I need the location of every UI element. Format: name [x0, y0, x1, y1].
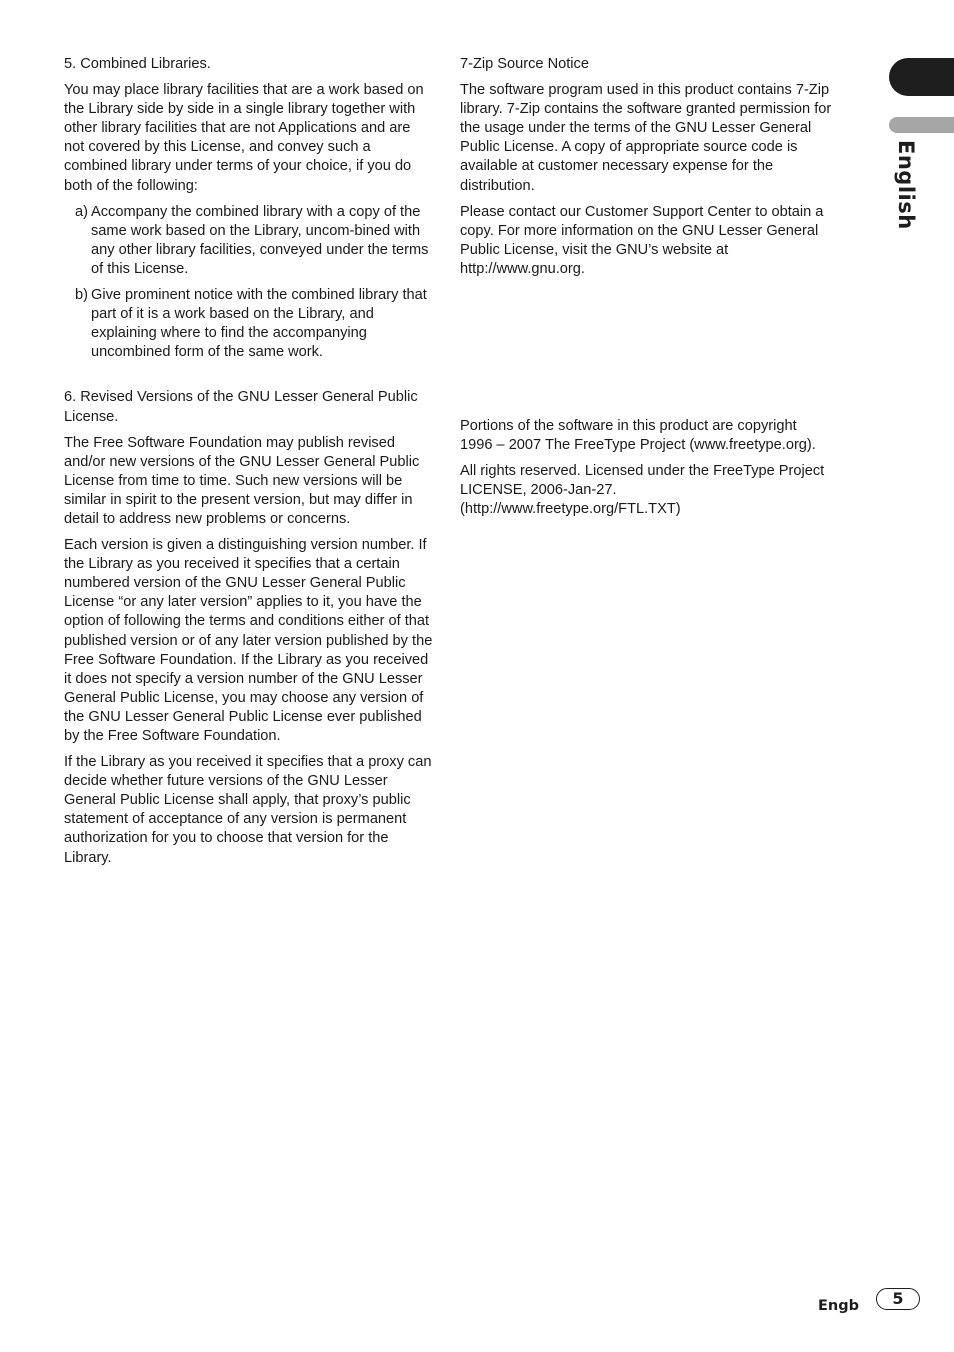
section-6-paragraph-1: The Free Software Foundation may publish revised and/or new versions of the GNU Lesser General Public License from time to time. Such new versions will be similar in spirit to the present version, but may differ in detail to address new problems or concerns.: [64, 434, 420, 527]
section-tab-marker: [889, 58, 954, 96]
list-marker: a): [75, 203, 88, 220]
freetype-paragraph-1: Portions of the software in this product are copyright 1996 – 2007 The FreeType Project (www.freetype.org).: [460, 418, 816, 454]
section-6-paragraph-3: If the Library as you received it specifies that a proxy can decide whether future versions of the GNU Lesser General Public License shall apply, that proxy’s public statement of acceptance of any version is permanent authorization for you to choose that version for the Library.: [64, 754, 432, 866]
section-spacer: [460, 286, 832, 417]
zip-notice-paragraph-1: The software program used in this product contains 7-Zip library. 7-Zip contains the software granted permission for the usage under the terms of the GNU Lesser General Public License. A copy of appropriate source code is available at customer necessary expense for the distribution.: [460, 82, 832, 194]
list-item-text: Give prominent notice with the combined library that part of it is a work based on the Library, and explaining where to find the accompanying uncombined form of the same work.: [91, 287, 427, 361]
page-number: 5: [876, 1288, 920, 1310]
list-marker: b): [75, 287, 88, 304]
language-code: Engb: [818, 1298, 859, 1314]
section-6-heading: 6. Revised Versions of the GNU Lesser General Public License.: [64, 389, 418, 425]
freetype-paragraph-2: All rights reserved. Licensed under the FreeType Project LICENSE, 2006-Jan-27. (http://www.freetype.org/FTL.TXT): [460, 463, 825, 518]
section-spacer: [64, 369, 434, 388]
left-column: [64, 55, 434, 875]
list-item-text: Accompany the combined library with a copy of the same work based on the Library, uncom-bined with any other library facilities, conveyed under the terms of this License.: [91, 203, 429, 277]
section-5-paragraph: You may place library facilities that are a work based on the Library side by side in a single library together with other library facilities that are not Applications and are not covered by this License, and convey such a combined library under terms of your choice, if you do both of the following:: [64, 82, 424, 194]
section-6-paragraph-2: Each version is given a distinguishing version number. If the Library as you received it specifies that a certain numbered version of the GNU Lesser General Public License “or any later version” applies to it, you have the option of following the terms and conditions either of that published version or of any later version published by the Free Software Foundation. If the Library as you received it does not specify a version number of the GNU Lesser General Public License, you may choose any version of the GNU Lesser General Public License ever published by the Free Software Foundation.: [64, 537, 433, 744]
section-tab-bar: [889, 117, 954, 133]
right-column: [460, 55, 832, 527]
list-item-a: [64, 203, 434, 279]
zip-notice-paragraph-2: Please contact our Customer Support Center to obtain a copy. For more information on the GNU Lesser General Public License, visit the GNU’s website at http://www.gnu.org.: [460, 203, 824, 277]
zip-notice-heading: 7-Zip Source Notice: [460, 56, 589, 72]
list-item-b: [64, 286, 434, 362]
language-side-label: English: [894, 140, 919, 230]
section-5-heading: 5. Combined Libraries.: [64, 56, 211, 72]
